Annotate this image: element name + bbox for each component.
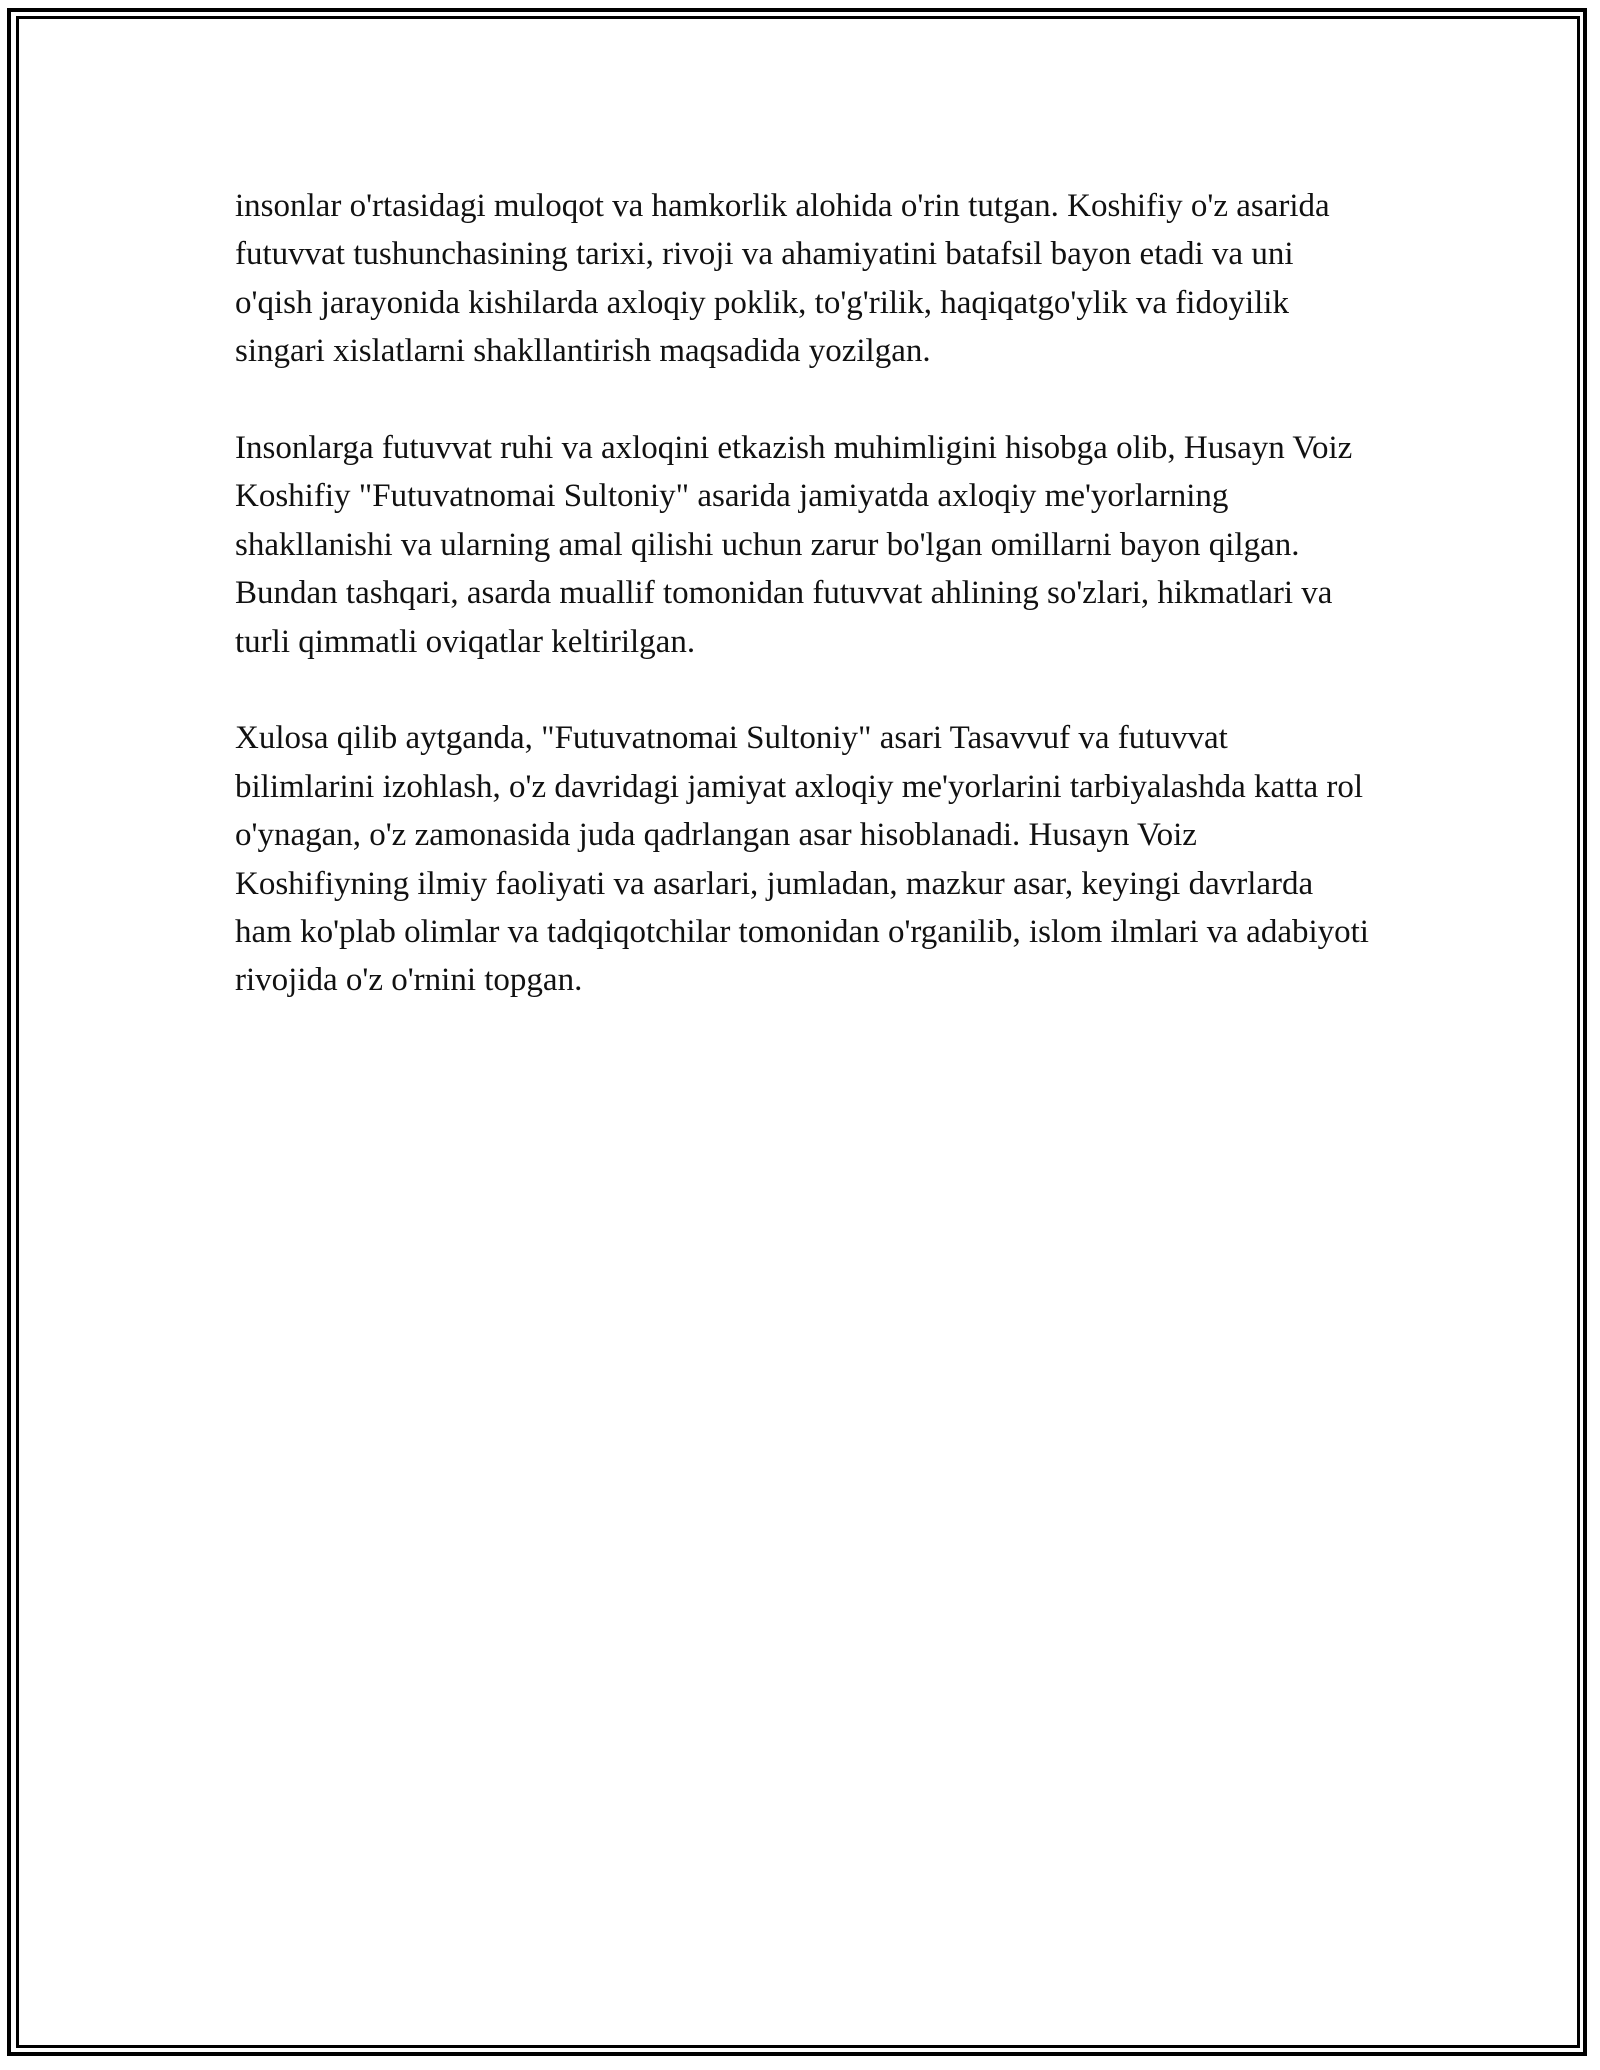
paragraph-1: insonlar o'rtasidagi muloqot va hamkorlik alohida o'rin tutgan. Koshifiy o'z asarida futuvvat tushunchasining tarixi, rivoji va ahamiyatini batafsil bayon etadi va uni o'qish jarayonida kishilarda axloqiy poklik, to'g'rilik, haqiqatgo'ylik va fidoyilik singari xislatlarni shakllantirish maqsadida yozilgan. (235, 188, 1330, 370)
paragraph-3: Xulosa qilib aytganda, "Futuvatnomai Sultoniy" asari Tasavvuf va futuvvat bilimlarini izohlash, o'z davridagi jamiyat axloqiy me'yorlarini tarbiyalashda katta rol o'ynagan, o'z zamonasida juda qadrlangan asar hisoblanadi. Husayn Voiz Koshifiyning ilmiy faoliyati va asarlari, jumladan, mazkur asar, keyingi davrlarda ham ko'plab olimlar va tadqiqotchilar tomonidan o'rganilib, islom ilmlari va adabiyoti rivojida o'z o'rnini topgan. (235, 720, 1369, 999)
paragraph-2: Insonlarga futuvvat ruhi va axloqini etkazish muhimligini hisobga olib, Husayn Voiz Koshifiy "Futuvatnomai Sultoniy" asarida jamiyatda axloqiy me'yorlarning shakllanishi va ularning amal qilishi uchun zarur bo'lgan omillarni bayon qilgan. Bundan tashqari, asarda muallif tomonidan futuvvat ahlining so'zlari, hikmatlari va turli qimmatli oviqatlar keltirilgan. (235, 430, 1353, 660)
document-body (235, 182, 1375, 1053)
